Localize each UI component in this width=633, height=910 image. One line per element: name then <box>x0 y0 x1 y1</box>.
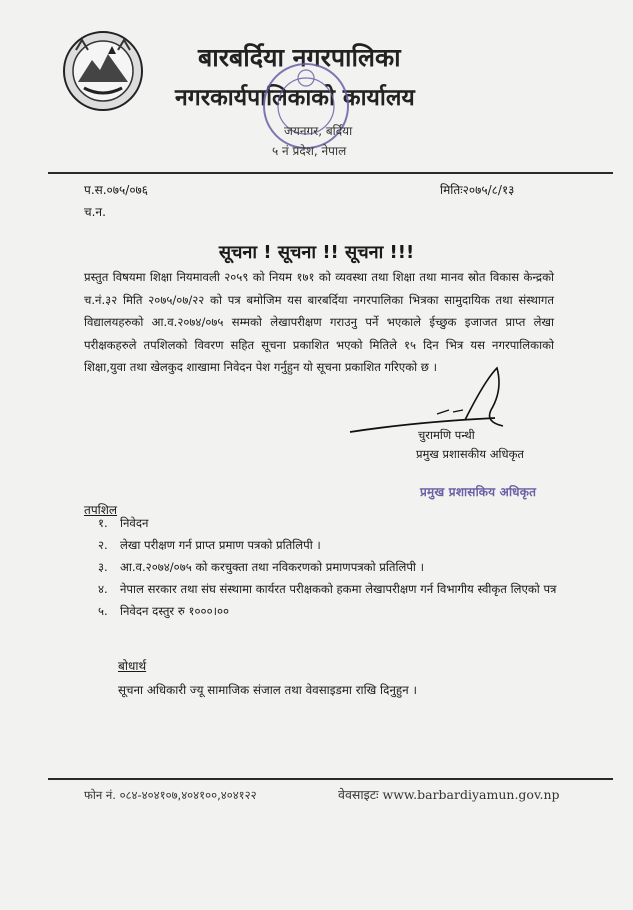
list-item <box>98 512 568 534</box>
round-stamp-icon <box>258 58 354 154</box>
office-city: जयनगर, बर्दिया <box>284 124 353 138</box>
item-text: नेपाल सरकार तथा संघ संस्थामा कार्यरत परीक्षकको हकमा लेखापरीक्षण गर्न विभागीय स्वीकृत लिएको पत्र <box>120 582 557 596</box>
item-number: २. <box>98 538 108 552</box>
reference-number: प.स.०७५/०७६ <box>84 183 149 197</box>
notice-heading: सूचना ! सूचना !! सूचना !!! <box>218 242 415 263</box>
footer-divider <box>48 778 613 780</box>
item-number: ३. <box>98 560 108 574</box>
office-name: बारबर्दिया नगरपालिका <box>198 43 401 72</box>
signatory-title: प्रमुख प्रशासकीय अधिकृत <box>416 447 524 461</box>
notice-body: प्रस्तुत विषयमा शिक्षा नियमावली २०५९ को नियम १७१ को व्यवस्था तथा शिक्षा तथा मानव स्रोत विकास केन्द्रको च.नं.३२ मिति २०७५/०७/२२ को पत्र बमोजिम यस बारबर्दिया नगरपालिका भित्रका सामुदायिक तथा संस्थागत विद्यालयहरुको आ.व.२०७४/०७५ सम्मको लेखापरीक्षण गराउनु पर्ने भएकाले ईच्छुक इजाजत प्राप्त लेखा परीक्षकहरुले तपशिलको विवरण सहित सूचना प्रकाशित भएको मितिले १५ दिन भित्र यस नगरपालिकाको शिक्षा,युवा तथा खेलकुद शाखामा निवेदन पेश गर्नुहुन यो सूचना प्रकाशित गरिएको छ । <box>84 270 554 374</box>
municipality-emblem-icon <box>62 30 144 112</box>
office-subtitle: नगरकार्यपालिकाको कार्यालय <box>175 84 415 111</box>
list-item <box>98 556 568 578</box>
dispatch-number: च.न. <box>84 205 106 219</box>
item-number: ५. <box>98 604 108 618</box>
item-text: निवेदन दस्तुर रु १०००।०० <box>120 604 230 618</box>
item-number: १. <box>98 516 108 530</box>
cc-heading: बोधार्थ <box>118 659 147 673</box>
signatory-name: चुरामणि पन्थी <box>418 428 475 442</box>
details-heading: तपशिल <box>84 503 118 517</box>
designation-stamp: प्रमुख प्रशासकिय अधिकृत <box>420 485 537 499</box>
list-item <box>98 534 568 556</box>
header-divider <box>48 172 613 174</box>
footer-phone: फोन नं. ०८४-४०४१०७,४०४१००,४०४१२२ <box>84 788 257 802</box>
item-text: निवेदन <box>120 516 149 530</box>
letter-date: मितिः२०७५/८/१३ <box>440 183 515 197</box>
cc-text: सूचना अधिकारी ज्यू सामाजिक संजाल तथा वेवसाइडमा राखि दिनुहुन । <box>118 683 417 697</box>
list-item <box>98 578 568 600</box>
list-item <box>98 600 568 622</box>
office-state: ५ नं प्रदेश, नेपाल <box>272 144 347 158</box>
footer-website: वेवसाइटः www.barbardiyamun.gov.np <box>338 787 560 802</box>
item-number: ४. <box>98 582 108 596</box>
item-text: आ.व.२०७४/०७५ को करचुक्ता तथा नविकरणको प्रमाणपत्रको प्रतिलिपी । <box>120 560 425 574</box>
details-list <box>98 512 568 622</box>
item-text: लेखा परीक्षण गर्न प्राप्त प्रमाण पत्रको प्रतिलिपी । <box>120 538 321 552</box>
